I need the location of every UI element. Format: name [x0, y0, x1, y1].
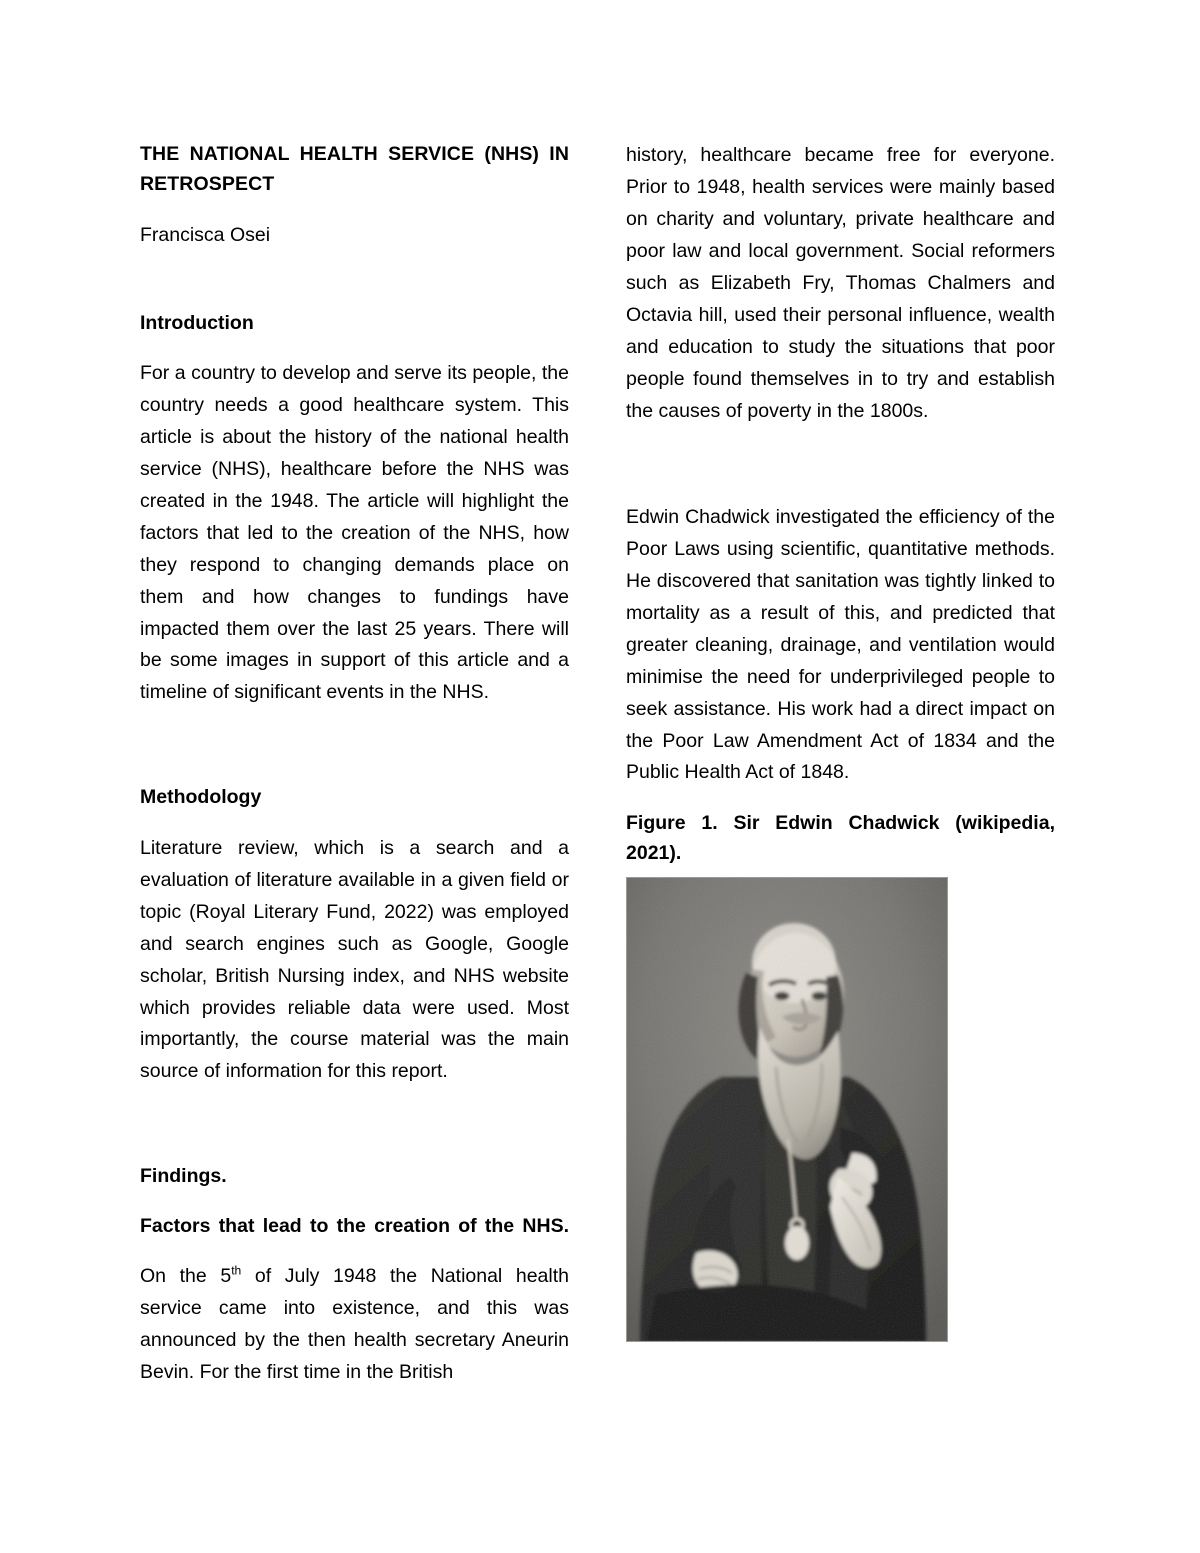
paragraph-introduction: For a country to develop and serve its people, the country needs a good healthcare system. This article is about the history of the national health service (NHS), healthcare before the NHS was created in the 1948. The article will highlight the factors that led to the creation of the NHS, how they respond to changing demands place on them and how changes to fundings have impacted them over the last 25 years. There will be some images in support of this article and a timeline of significant events in the NHS.	[140, 361, 569, 704]
author-byline: Francisca Osei	[140, 224, 271, 247]
paragraph-factors	[140, 1261, 569, 1389]
paragraph-continuation: history, healthcare became free for everyone. Prior to 1948, health services were mainly based on charity and voluntary, private healthcare and poor law and local government. Social reformers such as Elizabeth Fry, Thomas Chalmers and Octavia hill, used their personal influence, wealth and education to study the situations that poor people found themselves in to try and establish the causes of poverty in the 1800s.	[626, 144, 1055, 422]
paragraph-chadwick: Edwin Chadwick investigated the efficiency of the Poor Laws using scientific, quantitative methods. He discovered that sanitation was tightly linked to mortality as a result of this, and predicted that greater cleaning, drainage, and ventilation would minimise the need for underprivileged people to seek assistance. His work had a direct impact on the Poor Law Amendment Act of 1834 and the Public Health Act of 1848.	[626, 505, 1055, 784]
heading-methodology: Methodology	[140, 786, 262, 809]
heading-introduction: Introduction	[140, 311, 254, 334]
chadwick-portrait-illustration	[626, 877, 948, 1342]
paragraph-factors-text-after: of July 1948 the National health service came into existence, and this was announced by the then health secretary Aneurin Bevin. For the first time in the British	[140, 1264, 569, 1383]
ordinal-suffix: th	[231, 1263, 242, 1278]
page-title: THE NATIONAL HEALTH SERVICE (NHS) IN RETROSPECT	[140, 143, 569, 195]
right-column	[626, 140, 1055, 1409]
heading-findings: Findings.	[140, 1165, 227, 1188]
heading-factors-creation-nhs: Factors that lead to the creation of the NHS.	[140, 1214, 569, 1237]
figure-image-chadwick	[626, 877, 948, 1342]
left-column	[140, 140, 569, 1409]
paragraph-factors-text-before: On the 5	[140, 1264, 232, 1287]
two-column-layout	[140, 140, 1062, 1409]
paragraph-methodology: Literature review, which is a search and a evaluation of literature available in a given field or topic (Royal Literary Fund, 2022) was employed and search engines such as Google, Google scholar, British Nursing index, and NHS website which provides reliable data were used. Most importantly, the course material was the main source of information for this report.	[140, 836, 569, 1083]
figure-caption: Figure 1. Sir Edwin Chadwick (wikipedia, 2021).	[626, 812, 1055, 864]
